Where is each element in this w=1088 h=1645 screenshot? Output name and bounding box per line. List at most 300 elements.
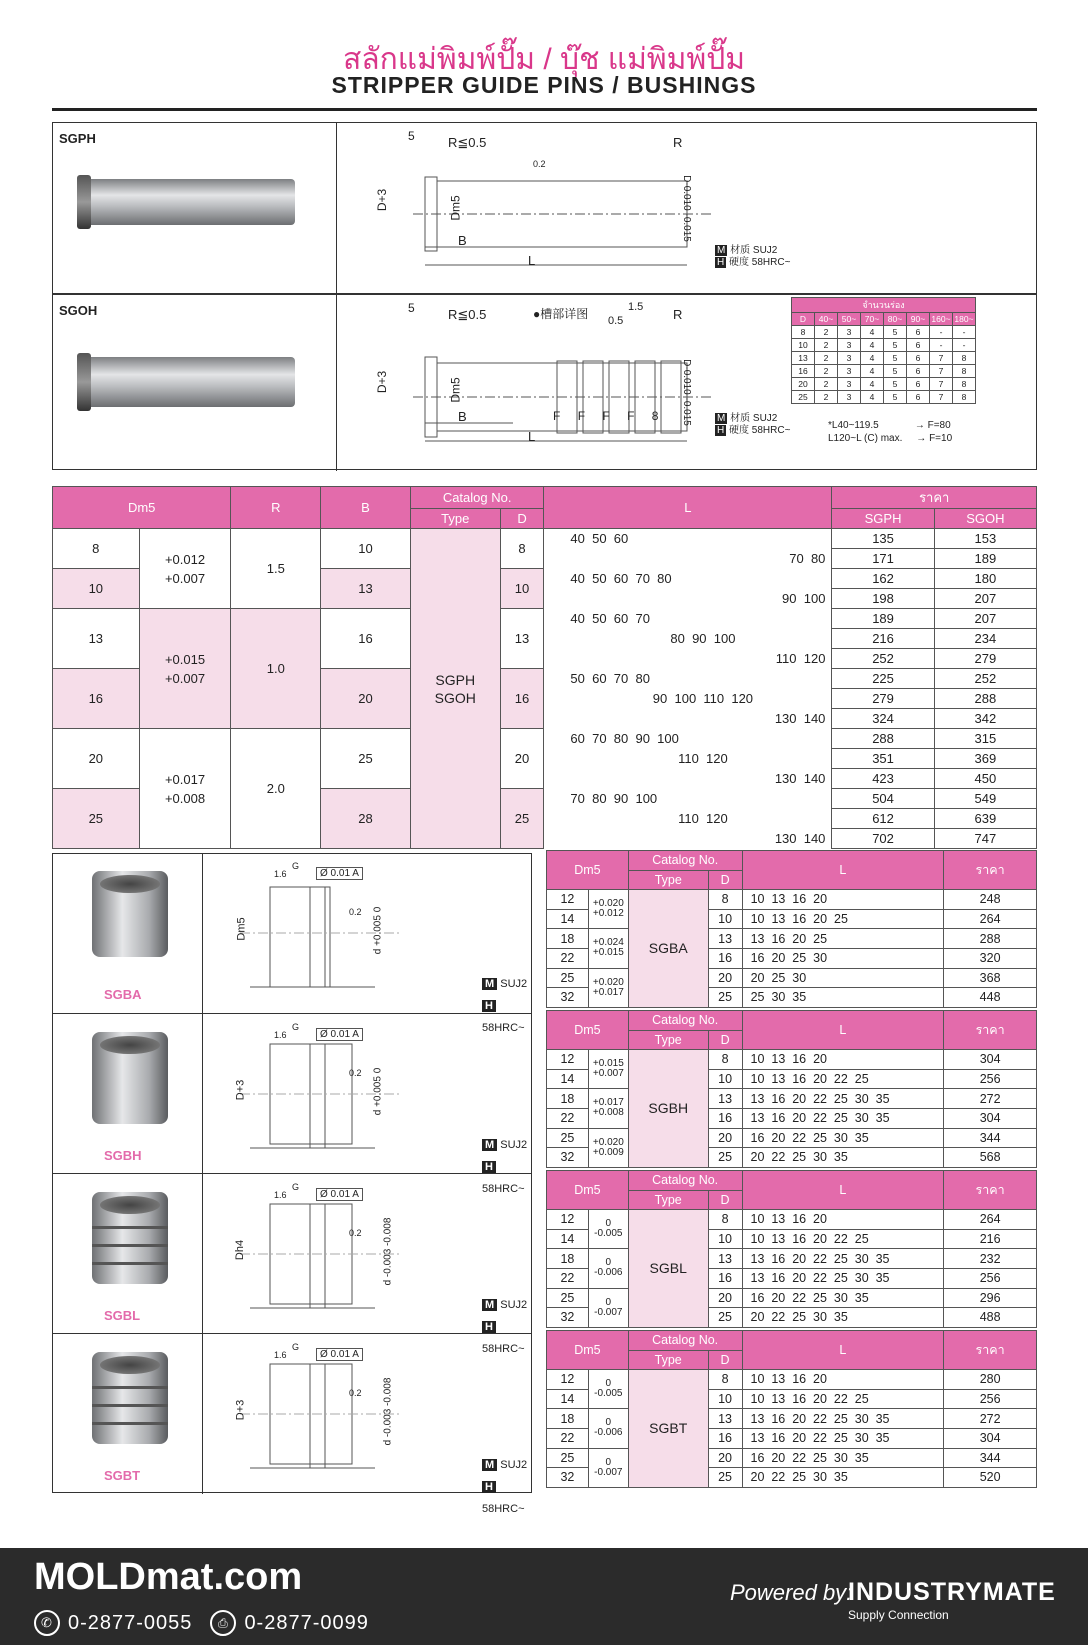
groove-cell: 7 <box>930 378 953 391</box>
cell-b: 13 <box>321 569 411 609</box>
cell-dm5: 32 <box>547 1148 589 1168</box>
groove-cell: 5 <box>884 352 907 365</box>
cell-d: 20 <box>708 1288 742 1308</box>
contact-row <box>34 1610 369 1636</box>
groove-cell: 8 <box>792 326 815 339</box>
header-d: D <box>708 1190 742 1210</box>
cell-d: 16 <box>708 1108 742 1128</box>
bushing-table-sgbl <box>546 1170 1037 1328</box>
cell-price: 368 <box>944 968 1037 988</box>
site-name[interactable]: MOLDmat.com <box>34 1556 303 1598</box>
header-dm5: Dm5 <box>547 851 629 890</box>
cell-l: 13 16 20 22 25 30 35 <box>742 1409 944 1429</box>
header-d: D <box>708 1030 742 1050</box>
cell-l: 10 13 16 20 <box>742 1370 944 1390</box>
groove-cell: 6 <box>907 365 930 378</box>
bushing-table-sgbt <box>546 1330 1037 1488</box>
cell-tolerance: 0 -0.005 <box>588 1370 628 1409</box>
groove-cell: - <box>930 339 953 352</box>
cell-dm5: 25 <box>547 968 589 988</box>
groove-cell: 2 <box>815 365 838 378</box>
cell-l: 20 25 30 <box>742 968 944 988</box>
groove-cell: 4 <box>861 326 884 339</box>
dim-dtol: D-0.010 -0.015 <box>680 359 692 426</box>
header-type: Type <box>628 1350 708 1370</box>
cell-b: 25 <box>321 729 411 789</box>
header-type: Type <box>628 1030 708 1050</box>
groove-cell: - <box>953 326 976 339</box>
bushing-photo <box>92 1192 168 1284</box>
groove-cell: 2 <box>815 326 838 339</box>
cell-price-sgph: 279 <box>832 689 934 709</box>
cell-dm5: 14 <box>547 1389 589 1409</box>
cell-price: 264 <box>944 909 1037 929</box>
cell-price-sgph: 702 <box>832 829 934 849</box>
header-catalog: Catalog No. <box>410 487 544 509</box>
groove-cell: 3 <box>838 339 861 352</box>
groove-cell: 7 <box>930 352 953 365</box>
fax-icon: ⎙ <box>210 1610 236 1636</box>
cell-price: 248 <box>944 890 1037 910</box>
dim-d3: D+3 <box>375 370 390 394</box>
groove-cell: 8 <box>953 365 976 378</box>
groove-cell: 2 <box>815 378 838 391</box>
geometric-tolerance: Ø 0.01 A <box>316 1188 363 1201</box>
cell-d: 8 <box>708 890 742 910</box>
cell-l: 130 140 <box>544 829 832 849</box>
groove-cell: 4 <box>861 352 884 365</box>
dim-top: 5 <box>408 301 415 315</box>
bushing-photo <box>92 1352 168 1444</box>
header-l: L <box>742 851 944 890</box>
cell-price: 448 <box>944 988 1037 1008</box>
dim-outer: D+3 <box>234 1399 247 1421</box>
cell-l: 16 20 25 30 <box>742 948 944 968</box>
dim-g: G <box>292 1182 300 1192</box>
groove-cell: 10 <box>792 339 815 352</box>
cell-l: 13 16 20 22 25 30 35 <box>742 1428 944 1448</box>
cell-l: 16 20 22 25 30 35 <box>742 1288 944 1308</box>
groove-cell: 6 <box>907 326 930 339</box>
groove-cell: 5 <box>884 326 907 339</box>
cell-l: 16 20 22 25 30 35 <box>742 1128 944 1148</box>
cell-l: 13 16 20 22 25 30 35 <box>742 1089 944 1109</box>
cell-b: 10 <box>321 529 411 569</box>
pin-photo <box>85 357 295 407</box>
groove-cell: 8 <box>953 391 976 404</box>
cell-price-sgph: 351 <box>832 749 934 769</box>
cell-l: 70 80 90 100 <box>544 789 832 809</box>
cell-l: 13 16 20 22 25 30 35 <box>742 1249 944 1269</box>
cell-l: 10 13 16 20 <box>742 890 944 910</box>
cell-price-sgph: 225 <box>832 669 934 689</box>
cell-d: 10 <box>500 569 544 609</box>
geometric-tolerance: Ø 0.01 A <box>316 867 363 880</box>
bushing-row-sgba <box>52 853 532 1034</box>
geometric-tolerance: Ø 0.01 A <box>316 1348 363 1361</box>
page-title: STRIPPER GUIDE PINS / BUSHINGS <box>331 72 757 98</box>
cell-price-sgoh: 639 <box>934 809 1036 829</box>
page-title-thai: สลักแม่พิมพ์ปั๊ม / บุ๊ช แม่พิมพ์ปั๊ม <box>342 43 746 76</box>
groove-cell: 2 <box>815 391 838 404</box>
groove-header: 90~ <box>907 313 930 326</box>
material-spec: M SUJ2 H 58HRC~ <box>482 1139 528 1195</box>
dim-r: R≦0.5 <box>448 135 487 150</box>
groove-header: 40~ <box>815 313 838 326</box>
cell-divider <box>202 1174 203 1334</box>
cell-d: 10 <box>708 1069 742 1089</box>
cell-dm5: 14 <box>547 909 589 929</box>
cell-price: 272 <box>944 1089 1037 1109</box>
fax-number: 0-2877-0099 <box>244 1611 369 1634</box>
dim-g: G <box>292 861 300 871</box>
groove-g2: 1.5 <box>628 301 644 313</box>
cell-d: 20 <box>500 729 544 789</box>
cell-d: 20 <box>708 968 742 988</box>
cell-d: 13 <box>708 1089 742 1109</box>
dim-g: G <box>292 1022 300 1032</box>
cell-tolerance: +0.024 +0.015 <box>588 929 628 968</box>
cell-d: 10 <box>708 909 742 929</box>
cell-dm5: 32 <box>547 1308 589 1328</box>
header-dm5: Dm5 <box>547 1331 629 1370</box>
cell-type: SGBA <box>628 890 708 1008</box>
dim-chamfer: 1.6 <box>274 1030 287 1040</box>
groove-cell: 6 <box>907 339 930 352</box>
groove-cell: 7 <box>930 391 953 404</box>
cell-tolerance: 0 -0.005 <box>588 1210 628 1249</box>
cell-price-sgoh: 450 <box>934 769 1036 789</box>
bushing-row-sgbl <box>52 1173 532 1355</box>
cell-d: 25 <box>500 789 544 849</box>
cell-price-sgoh: 189 <box>934 549 1036 569</box>
material-spec: M SUJ2 H 58HRC~ <box>482 978 528 1034</box>
brand-logo: INDUSTRYMATE <box>848 1578 1056 1606</box>
header-price: ราคา <box>832 487 1037 509</box>
cell-l: 20 22 25 30 35 <box>742 1308 944 1328</box>
cell-price-sgph: 216 <box>832 629 934 649</box>
header-d: D <box>708 870 742 890</box>
cell-l: 60 70 80 90 100 <box>544 729 832 749</box>
cell-dm5: 25 <box>547 1448 589 1468</box>
dim-r: R≦0.5 <box>448 307 487 322</box>
cell-price-sgoh: 747 <box>934 829 1036 849</box>
cell-price-sgph: 198 <box>832 589 934 609</box>
cell-price: 256 <box>944 1069 1037 1089</box>
cell-tolerance: +0.015 +0.007 <box>139 609 231 729</box>
cell-price: 256 <box>944 1268 1037 1288</box>
cell-l: 130 140 <box>544 769 832 789</box>
phone-icon: ✆ <box>34 1610 60 1636</box>
bushing-name: SGBA <box>104 987 142 1002</box>
cell-price-sgoh: 153 <box>934 529 1036 549</box>
cell-l: 40 50 60 <box>544 529 832 549</box>
cell-dm5: 22 <box>547 1428 589 1448</box>
cell-price: 304 <box>944 1108 1037 1128</box>
cell-d: 8 <box>500 529 544 569</box>
groove-cell: 4 <box>861 339 884 352</box>
dim-inner: d -0.003 -0.008 <box>382 1377 394 1446</box>
cell-dm5: 18 <box>547 1409 589 1429</box>
cell-price-sgph: 288 <box>832 729 934 749</box>
dim-outer: Dh4 <box>234 1239 247 1261</box>
cell-dm5: 25 <box>547 1288 589 1308</box>
cell-price-sgph: 171 <box>832 549 934 569</box>
cell-dm5: 14 <box>547 1229 589 1249</box>
groove-cell: 5 <box>884 378 907 391</box>
cell-dm5: 32 <box>547 988 589 1008</box>
cell-l: 110 120 <box>544 749 832 769</box>
bushing-name: SGBL <box>104 1308 141 1323</box>
dim-b: B <box>458 233 467 248</box>
cell-dm5: 12 <box>547 890 589 910</box>
cell-dm5: 12 <box>547 1370 589 1390</box>
cell-d: 13 <box>500 609 544 669</box>
cell-d: 16 <box>500 669 544 729</box>
cell-l: 13 16 20 25 <box>742 929 944 949</box>
cell-l: 13 16 20 22 25 30 35 <box>742 1268 944 1288</box>
header-price: ราคา <box>944 1331 1037 1370</box>
bushing-photo <box>92 1032 168 1124</box>
cell-tolerance: +0.017 +0.008 <box>139 729 231 849</box>
groove-cell: 8 <box>953 378 976 391</box>
cell-tolerance: +0.020 +0.017 <box>588 968 628 1007</box>
f-notes: *L40~119.5 → F=80 L120~L (C) max. → F=10 <box>828 420 953 444</box>
groove-cell: 3 <box>838 326 861 339</box>
cell-r: 1.0 <box>231 609 321 729</box>
groove-count-table <box>791 297 976 404</box>
groove-header: 160~ <box>931 314 951 324</box>
groove-detail-label: ●槽部详图 <box>533 307 589 321</box>
header-l: L <box>742 1171 944 1210</box>
groove-header: 80~ <box>884 313 907 326</box>
groove-cell: 2 <box>815 339 838 352</box>
header-r: R <box>231 487 321 529</box>
header-sgoh: SGOH <box>934 509 1036 529</box>
cell-price-sgoh: 288 <box>934 689 1036 709</box>
bushing-table-sgbh <box>546 1010 1037 1168</box>
cell-price-sgoh: 207 <box>934 589 1036 609</box>
cell-price: 568 <box>944 1148 1037 1168</box>
header-l: L <box>742 1011 944 1050</box>
dim-l: L <box>528 253 536 268</box>
bushing-name: SGBH <box>104 1148 142 1163</box>
cell-divider <box>202 1014 203 1174</box>
cell-l: 110 120 <box>544 809 832 829</box>
cell-d: 20 <box>708 1128 742 1148</box>
cell-d: 25 <box>708 1468 742 1488</box>
cell-price: 304 <box>944 1050 1037 1070</box>
dim-roughness: 0.2 <box>349 1068 362 1078</box>
cell-l: 20 22 25 30 35 <box>742 1148 944 1168</box>
dim-d3: D+3 <box>375 188 390 212</box>
main-price-table <box>52 486 1037 849</box>
header-type: Type <box>628 1190 708 1210</box>
cell-price-sgoh: 315 <box>934 729 1036 749</box>
cell-dm5: 32 <box>547 1468 589 1488</box>
cell-price: 344 <box>944 1128 1037 1148</box>
cell-l: 13 16 20 22 25 30 35 <box>742 1108 944 1128</box>
cell-dm5: 18 <box>547 1249 589 1269</box>
cell-d: 16 <box>708 1428 742 1448</box>
groove-cell: 8 <box>953 352 976 365</box>
cell-price: 320 <box>944 948 1037 968</box>
header-type: Type <box>410 509 500 529</box>
cell-d: 8 <box>708 1370 742 1390</box>
cell-dm5: 8 <box>53 529 140 569</box>
cell-l: 10 13 16 20 <box>742 1050 944 1070</box>
cell-price: 304 <box>944 1428 1037 1448</box>
cell-l: 130 140 <box>544 709 832 729</box>
header-catalog: Catalog No. <box>628 851 742 871</box>
groove-cell: 3 <box>838 365 861 378</box>
bushing-row-sgbt <box>52 1333 532 1515</box>
bushing-row-sgbh <box>52 1013 532 1195</box>
groove-cell: 2 <box>815 352 838 365</box>
dim-outer: Dm5 <box>235 917 248 941</box>
cell-l: 10 13 16 20 <box>742 1210 944 1230</box>
roughness: 0.2 <box>533 159 546 169</box>
header-l: L <box>544 487 832 529</box>
header-catalog: Catalog No. <box>628 1011 742 1031</box>
header-dm5: Dm5 <box>53 487 231 529</box>
cell-dm5: 20 <box>53 729 140 789</box>
cell-l: 90 100 110 120 <box>544 689 832 709</box>
cell-type: SGPH SGOH <box>410 529 500 849</box>
groove-cell: 3 <box>838 391 861 404</box>
dim-g: G <box>292 1342 300 1352</box>
header-d: D <box>708 1350 742 1370</box>
groove-cell: 20 <box>792 378 815 391</box>
cell-l: 80 90 100 <box>544 629 832 649</box>
cell-price: 256 <box>944 1389 1037 1409</box>
cell-l: 10 13 16 20 25 <box>742 909 944 929</box>
groove-header: 70~ <box>861 313 884 326</box>
dim-roughness: 0.2 <box>349 1228 362 1238</box>
dim-chamfer: 1.6 <box>274 1350 287 1360</box>
dim-chamfer: 1.6 <box>274 1190 287 1200</box>
groove-cell: 6 <box>907 378 930 391</box>
cell-tolerance: +0.012 +0.007 <box>139 529 231 609</box>
groove-cell: 25 <box>792 391 815 404</box>
dim-b: B <box>458 409 467 424</box>
cell-l: 70 80 <box>544 549 832 569</box>
cell-dm5: 12 <box>547 1210 589 1230</box>
cell-price: 296 <box>944 1288 1037 1308</box>
header-b: B <box>321 487 411 529</box>
cell-price: 488 <box>944 1308 1037 1328</box>
header-sgph: SGPH <box>832 509 934 529</box>
groove-table-title: จำนวนร่อง <box>792 298 976 313</box>
groove-g1: 0.5 <box>608 315 624 327</box>
dim-l: L <box>528 429 536 444</box>
cell-tolerance: +0.017 +0.008 <box>588 1089 628 1128</box>
dim-dm5: Dm5 <box>448 377 463 403</box>
cell-price-sgoh: 369 <box>934 749 1036 769</box>
bushing-photo <box>92 871 168 957</box>
cell-d: 13 <box>708 1409 742 1429</box>
dim-outer: D+3 <box>234 1079 247 1101</box>
bushing-table-sgba <box>546 850 1037 1008</box>
dim-inner: d +0.005 0 <box>372 1067 384 1116</box>
cell-b: 28 <box>321 789 411 849</box>
groove-cell: 5 <box>884 391 907 404</box>
cell-tolerance: 0 -0.006 <box>588 1249 628 1288</box>
panel-divider <box>336 295 337 471</box>
cell-divider <box>202 1334 203 1494</box>
dim-roughness: 0.2 <box>349 907 362 917</box>
cell-price-sgoh: 549 <box>934 789 1036 809</box>
header-price: ราคา <box>944 1171 1037 1210</box>
material-spec: M SUJ2 H 58HRC~ <box>482 1299 528 1355</box>
pin-panel-sgoh <box>52 294 1037 470</box>
groove-cell: 4 <box>861 365 884 378</box>
material-spec: M 材质 SUJ2 H 硬度 58HRC~ <box>717 413 791 436</box>
pin-photo <box>85 179 295 225</box>
groove-cell: 3 <box>838 378 861 391</box>
cell-dm5: 10 <box>53 569 140 609</box>
cell-price-sgph: 162 <box>832 569 934 589</box>
cell-d: 10 <box>708 1389 742 1409</box>
header-price: ราคา <box>944 1011 1037 1050</box>
footer <box>0 1548 1088 1645</box>
cell-dm5: 18 <box>547 929 589 949</box>
cell-l: 10 13 16 20 22 25 <box>742 1389 944 1409</box>
cell-price: 520 <box>944 1468 1037 1488</box>
cell-price: 288 <box>944 929 1037 949</box>
cell-price-sgph: 423 <box>832 769 934 789</box>
cell-price: 272 <box>944 1409 1037 1429</box>
cell-tolerance: +0.015 +0.007 <box>588 1050 628 1089</box>
cell-dm5: 25 <box>53 789 140 849</box>
dim-r2: R <box>673 135 683 150</box>
pin-panel-sgph <box>52 122 1037 294</box>
dim-roughness: 0.2 <box>349 1388 362 1398</box>
bushing-name: SGBT <box>104 1468 141 1483</box>
cell-d: 25 <box>708 988 742 1008</box>
cell-price: 344 <box>944 1448 1037 1468</box>
cell-tolerance: 0 -0.007 <box>588 1448 628 1487</box>
header-d: D <box>500 509 544 529</box>
cell-dm5: 25 <box>547 1128 589 1148</box>
cell-divider <box>202 853 203 1013</box>
groove-cell: 6 <box>907 391 930 404</box>
cell-d: 10 <box>708 1229 742 1249</box>
material-spec: M 材质 SUJ2 H 硬度 58HRC~ <box>717 245 791 268</box>
cell-d: 13 <box>708 1249 742 1269</box>
cell-price: 280 <box>944 1370 1037 1390</box>
cell-l: 20 22 25 30 35 <box>742 1468 944 1488</box>
header-dm5: Dm5 <box>547 1011 629 1050</box>
groove-header: 50~ <box>838 313 861 326</box>
dim-dm5: Dm5 <box>448 195 463 221</box>
cell-l: 25 30 35 <box>742 988 944 1008</box>
cell-price: 264 <box>944 1210 1037 1230</box>
cell-price-sgoh: 234 <box>934 629 1036 649</box>
cell-dm5: 22 <box>547 1108 589 1128</box>
groove-cell: - <box>930 326 953 339</box>
dim-r2: R <box>673 307 683 322</box>
cell-price-sgph: 612 <box>832 809 934 829</box>
cell-dm5: 13 <box>53 609 140 669</box>
geometric-tolerance: Ø 0.01 A <box>316 1028 363 1041</box>
dim-top: 5 <box>408 129 415 143</box>
powered-by: Powered by: <box>730 1580 853 1605</box>
cell-d: 20 <box>708 1448 742 1468</box>
cell-dm5: 14 <box>547 1069 589 1089</box>
cell-d: 8 <box>708 1210 742 1230</box>
cell-type: SGBT <box>628 1370 708 1488</box>
